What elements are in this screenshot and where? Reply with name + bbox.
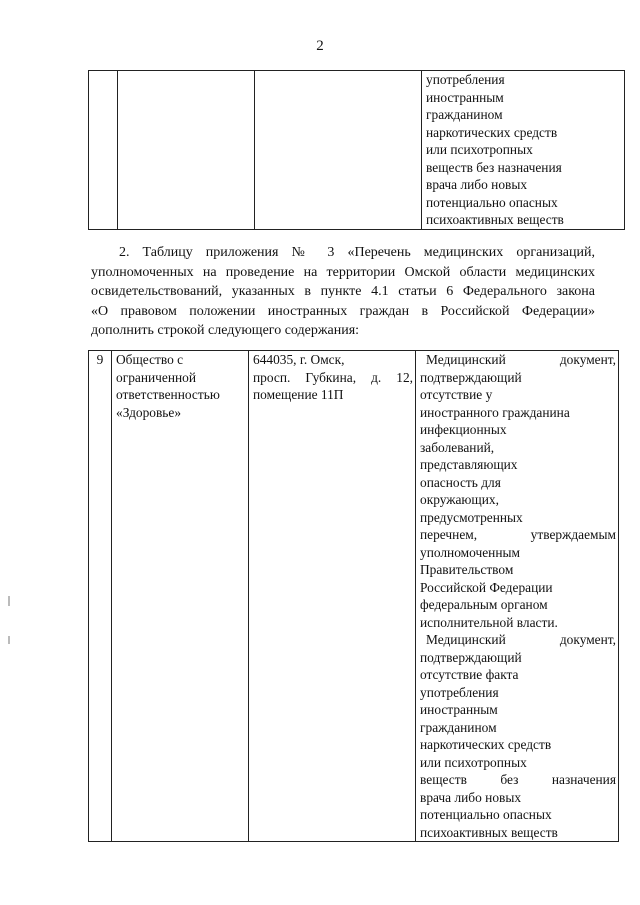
cell-line: Медицинский документ,	[426, 632, 616, 647]
paragraph-line: освидетельствований, указанных в пункте 4.1 статьи 6 Федерального закона	[91, 284, 595, 299]
cell-line: потенциально опасных	[426, 194, 558, 210]
cell-line: представляющих	[420, 457, 518, 472]
cell-line: исполнительной власти.	[420, 614, 558, 630]
cell-line: ограниченной	[116, 369, 197, 385]
cell-line: иностранным	[420, 702, 498, 717]
cell-line: или психотропных	[426, 142, 533, 157]
amendment-paragraph	[91, 243, 595, 341]
cell-line: инфекционных	[420, 422, 507, 437]
scan-margin-mark	[8, 596, 10, 606]
cell-line: иностранным	[426, 89, 504, 105]
address-cell	[249, 351, 416, 842]
cell-line: уполномоченным	[420, 544, 520, 560]
cell-line: просп. Губкина, д. 12,	[253, 369, 413, 385]
new-row-table	[88, 350, 619, 842]
cell-line: федеральным органом	[420, 597, 548, 612]
cell-line: ответственностью	[116, 387, 220, 402]
cell-line: веществ без назначения	[420, 772, 616, 787]
cell-line: или психотропных	[420, 754, 527, 770]
number-cell	[89, 71, 118, 230]
paragraph-line: «О правовом положении иностранных граждан в Российской Федерации»	[91, 303, 595, 319]
organization-cell	[118, 71, 255, 230]
cell-line: 644035, г. Омск,	[253, 352, 345, 367]
organization-cell	[112, 351, 249, 842]
cell-line: опасность для	[420, 474, 501, 490]
cell-line: отсутствие у	[420, 387, 493, 402]
cell-line: перечнем, утверждаемым	[420, 527, 616, 542]
cell-line: психоактивных веществ	[420, 824, 558, 840]
cell-line: подтверждающий	[420, 649, 522, 665]
cell-line: употребления	[426, 72, 505, 87]
cell-line: окружающих,	[420, 492, 499, 507]
page-number: 2	[316, 38, 324, 54]
table-row	[89, 71, 625, 230]
top-table-continuation	[88, 70, 625, 230]
cell-line: врача либо новых	[426, 177, 528, 192]
cell-line: гражданином	[420, 719, 497, 735]
cell-line: наркотических средств	[420, 737, 552, 752]
cell-line: «Здоровье»	[116, 404, 182, 420]
documents-cell	[416, 351, 619, 842]
scan-margin-mark	[8, 636, 10, 644]
cell-line: подтверждающий	[420, 369, 522, 385]
cell-line: иностранного гражданина	[420, 404, 570, 420]
cell-line: гражданином	[426, 107, 503, 122]
cell-line: Правительством	[420, 562, 514, 577]
cell-line: наркотических средств	[426, 124, 558, 140]
paragraph-line: уполномоченных на проведение на территории Омской области медицинских	[91, 264, 595, 280]
cell-line: психоактивных веществ	[426, 212, 564, 227]
cell-line: веществ без назначения	[426, 159, 562, 175]
cell-line: помещение 11П	[253, 387, 344, 402]
paragraph-line: 2. Таблицу приложения № 3 «Перечень медицинских организаций,	[119, 245, 595, 260]
documents-cell	[422, 71, 625, 230]
cell-line: врача либо новых	[420, 789, 522, 805]
cell-line: отсутствие факта	[420, 667, 519, 682]
paragraph-line: дополнить строкой следующего содержания:	[91, 323, 360, 338]
address-cell	[255, 71, 422, 230]
cell-line: Медицинский документ,	[426, 352, 616, 367]
cell-line: заболеваний,	[420, 439, 495, 455]
cell-line: потенциально опасных	[420, 807, 552, 822]
cell-line: предусмотренных	[420, 509, 523, 525]
table-row	[89, 351, 619, 842]
cell-line: Российской Федерации	[420, 579, 553, 595]
number-cell: 9	[89, 351, 112, 842]
cell-line: Общество с	[116, 352, 184, 367]
cell-line: употребления	[420, 684, 499, 700]
